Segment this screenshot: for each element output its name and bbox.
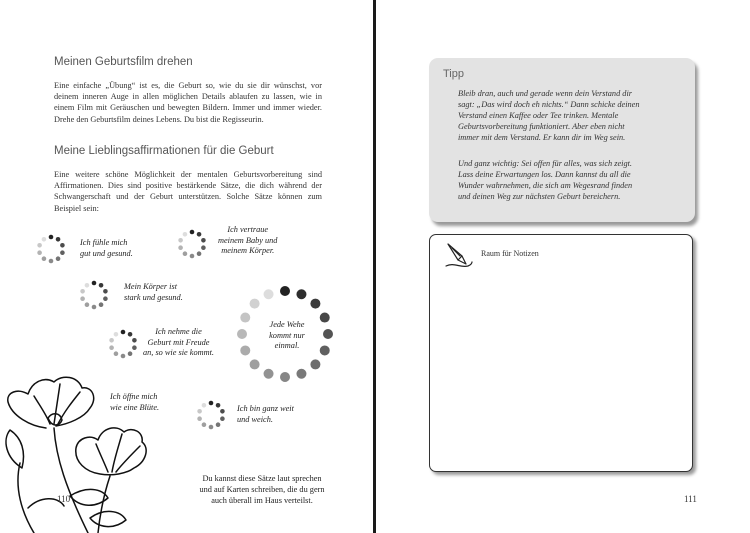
dot-ring-icon	[175, 227, 209, 261]
ring-dot	[92, 281, 97, 286]
ring-dot	[201, 238, 206, 243]
ring-dot	[323, 329, 333, 339]
ring-dot	[280, 286, 290, 296]
ring-dot	[109, 338, 114, 343]
ring-dot	[56, 256, 61, 261]
ring-dot	[197, 409, 202, 414]
flower-line-art	[0, 368, 170, 533]
heading-affirmationen: Meine Lieblingsaffirmationen für die Geburt	[54, 145, 274, 157]
right-page	[376, 0, 750, 533]
ring-dot	[121, 330, 126, 335]
ring-dot	[209, 425, 214, 430]
ring-dot	[132, 345, 137, 350]
tipp-title: Tipp	[443, 68, 464, 80]
ring-dot	[250, 359, 260, 369]
notes-label: Raum für Notizen	[481, 249, 539, 258]
affirmation-3: Mein Körper ist stark und gesund.	[124, 282, 183, 302]
ring-dot	[240, 313, 250, 323]
ring-dot	[128, 332, 133, 337]
ring-dot	[42, 256, 47, 261]
ring-dot	[85, 283, 90, 288]
ring-dot	[114, 351, 119, 356]
ring-dot	[92, 305, 97, 310]
pen-nib-icon	[444, 240, 474, 270]
ring-dot	[190, 230, 195, 235]
ring-dot	[280, 372, 290, 382]
affirmation-7: Ich bin ganz weit und weich.	[237, 404, 294, 424]
ring-dot	[80, 289, 85, 294]
ring-dot	[103, 289, 108, 294]
ring-dot	[264, 369, 274, 379]
ring-dot	[310, 359, 320, 369]
ring-dot	[56, 237, 61, 242]
ring-dot	[296, 289, 306, 299]
tipp-paragraph-1: Bleib dran, auch und gerade wenn dein Verstand dir sagt: „Das wird doch eh nichts.“ Dann schicke deinen Verstand einen Kaffee oder Tee trinken. Mentale Geburtsvorbereitung funktioniert. Aber eben nicht immer mit dem Verstand. Er kann dir im Weg sein.	[458, 89, 640, 142]
ring-dot	[132, 338, 137, 343]
dot-ring-icon	[77, 278, 111, 312]
tipp-paragraph-2: Und ganz wichtig: Sei offen für alles, was sich zeigt. Lass deine Erwartungen los. Dann kannst du all die Wunder wahrnehmen, die sich am Wegesrand finden und deinen Weg zur nächsten Geburt bereichern.	[458, 159, 633, 201]
ring-dot	[114, 332, 119, 337]
ring-dot	[121, 354, 126, 359]
ring-dot	[49, 235, 54, 240]
ring-dot	[220, 409, 225, 414]
ring-dot	[197, 232, 202, 237]
ring-dot	[216, 403, 221, 408]
tipp-box	[429, 58, 695, 222]
ring-dot	[37, 250, 42, 255]
ring-dot	[190, 254, 195, 259]
ring-dot	[202, 403, 207, 408]
ring-dot	[99, 283, 104, 288]
affirmation-4: Jede Wehe kommt nur einmal.	[269, 320, 305, 350]
ring-dot	[237, 329, 247, 339]
ring-dot	[220, 416, 225, 421]
ring-dot	[310, 299, 320, 309]
closing-text: Du kannst diese Sätze laut sprechen und auf Karten schreiben, die du gern auch überall im Haus verteilst.	[199, 474, 325, 505]
paragraph-geburtsfilm: Eine einfache „Übung“ ist es, die Geburt so, wie du sie dir wünschst, vor deinem inneren Auge in allen möglichen Details ablaufen zu lassen, wie in einem Film mit Geräuschen und bewegten Bildern. Immer und immer wieder. Drehe den Geburtsfilm deines Lebens. Du bist die Regisseurin.	[54, 81, 322, 124]
ring-dot	[60, 243, 65, 248]
ring-dot	[103, 296, 108, 301]
ring-dot	[216, 422, 221, 427]
ring-dot	[49, 259, 54, 264]
ring-dot	[42, 237, 47, 242]
ring-dot	[183, 251, 188, 256]
ring-dot	[178, 238, 183, 243]
ring-dot	[128, 351, 133, 356]
ring-dot	[264, 289, 274, 299]
page-number-left: 110	[57, 494, 71, 504]
ring-dot	[320, 345, 330, 355]
ring-dot	[99, 302, 104, 307]
notes-box	[429, 234, 693, 472]
ring-dot	[240, 345, 250, 355]
ring-dot	[201, 245, 206, 250]
dot-ring-icon	[106, 327, 140, 361]
ring-dot	[85, 302, 90, 307]
dot-ring-icon	[34, 232, 68, 266]
affirmation-2: Ich vertraue meinem Baby und meinem Körper.	[218, 225, 278, 255]
dot-ring-icon	[194, 398, 228, 432]
ring-dot	[178, 245, 183, 250]
ring-dot	[202, 422, 207, 427]
ring-dot	[320, 313, 330, 323]
ring-dot	[296, 369, 306, 379]
ring-dot	[183, 232, 188, 237]
paragraph-affirmationen: Eine weitere schöne Möglichkeit der mentalen Geburtsvorbereitung sind Affirmationen. Dies sind positive bestärkende Sätze, die dich während der Schwangerschaft und der Geburt unterstützen. Solche Sätze können zum Beispiel sein:	[54, 170, 322, 213]
page-number-right: 111	[684, 494, 697, 504]
left-page	[0, 0, 373, 533]
ring-dot	[197, 251, 202, 256]
affirmation-5: Ich nehme die Geburt mit Freude an, so wie sie kommt.	[143, 327, 214, 357]
affirmation-1: Ich fühle mich gut und gesund.	[80, 238, 133, 258]
ring-dot	[197, 416, 202, 421]
ring-dot	[109, 345, 114, 350]
heading-geburtsfilm: Meinen Geburtsfilm drehen	[54, 56, 193, 68]
ring-dot	[209, 401, 214, 406]
ring-dot	[37, 243, 42, 248]
ring-dot	[80, 296, 85, 301]
affirmation-6: Ich öffne mich wie eine Blüte.	[110, 392, 160, 412]
ring-dot	[60, 250, 65, 255]
ring-dot	[250, 299, 260, 309]
